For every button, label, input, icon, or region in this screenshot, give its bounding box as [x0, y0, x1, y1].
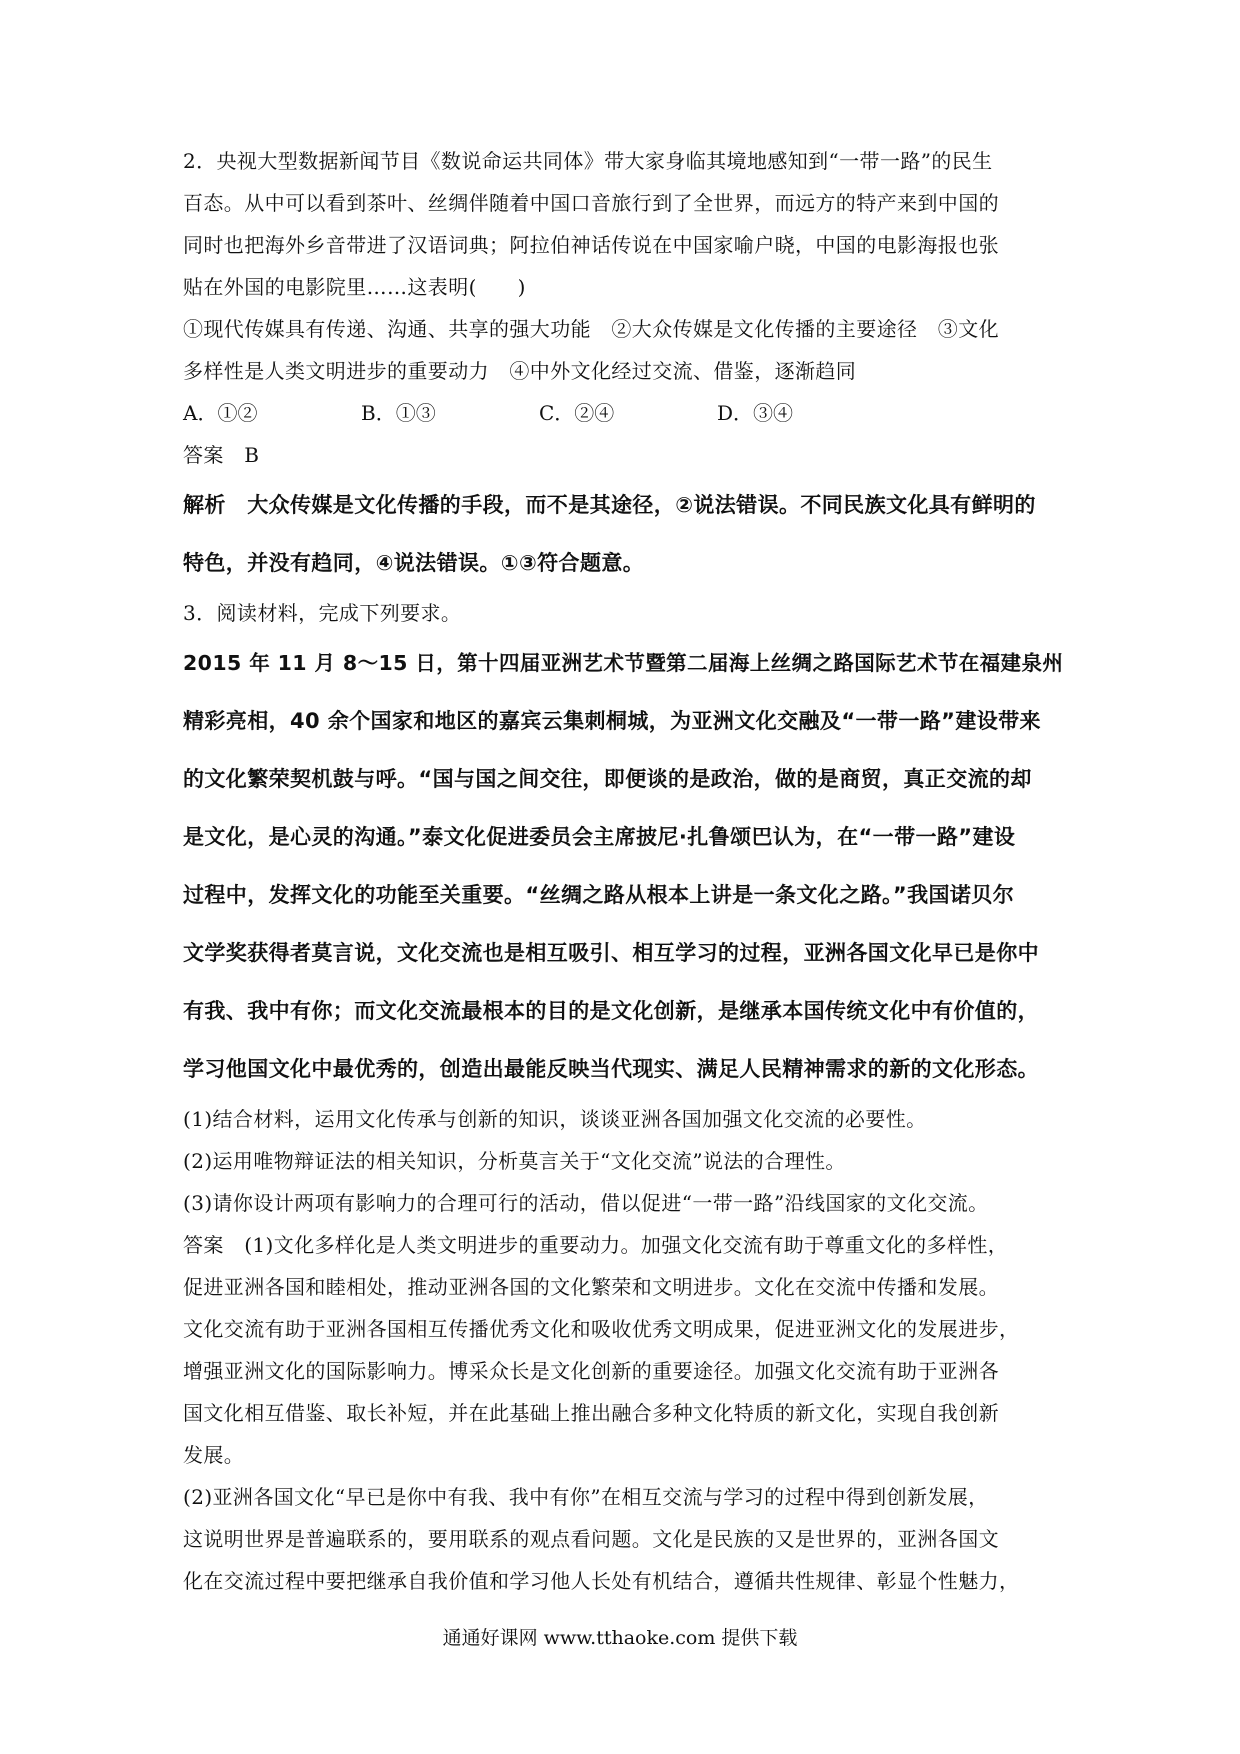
question-3-subquestion: (3)请你设计两项有影响力的合理可行的活动，借以促进“一带一路”沿线国家的文化交流。 — [183, 1191, 989, 1215]
question-3-answer-line: 增强亚洲文化的国际影响力。博采众长是文化创新的重要途径。加强文化交流有助于亚洲各 — [183, 1359, 999, 1383]
question-3-answer-line: 这说明世界是普遍联系的，要用联系的观点看问题。文化是民族的又是世界的，亚洲各国文 — [183, 1527, 999, 1551]
question-3 — [183, 592, 1063, 1602]
question-2-analysis-line: 特色，并没有趋同，④说法错误。①③符合题意。 — [183, 551, 645, 575]
question-2-stem-line: 百态。从中可以看到茶叶、丝绸伴随着中国口音旅行到了全世界，而远方的特产来到中国的 — [183, 191, 999, 215]
question-3-answer-line: 发展。 — [183, 1443, 245, 1467]
page-content — [183, 140, 1063, 1602]
question-3-answer-line: 国文化相互借鉴、取长补短，并在此基础上推出融合多种文化特质的新文化，实现自我创新 — [183, 1401, 999, 1425]
question-2-answer: 答案 B — [183, 443, 260, 467]
question-3-material-line: 是文化，是心灵的沟通。”泰文化促进委员会主席披尼·扎鲁颂巴认为，在“一带一路”建设 — [183, 825, 1016, 849]
option-b: B．①③ — [361, 401, 436, 425]
page-footer: 通通好课网 www.tthaoke.com 提供下载 — [442, 1627, 798, 1649]
question-2-stem-line: 2．央视大型数据新闻节目《数说命运共同体》带大家身临其境地感知到“一带一路”的民生 — [183, 149, 993, 173]
question-3-answer-line: 化在交流过程中要把继承自我价值和学习他人长处有机结合，遵循共性规律、彰显个性魅力， — [183, 1569, 1020, 1593]
question-3-answer-line: 答案 (1)文化多样化是人类文明进步的重要动力。加强文化交流有助于尊重文化的多样性， — [183, 1233, 1009, 1257]
question-3-material-line: 有我、我中有你；而文化交流最根本的目的是文化创新，是继承本国传统文化中有价值的， — [183, 999, 1039, 1023]
option-a: A．①② — [183, 401, 258, 425]
question-3-title: 3．阅读材料，完成下列要求。 — [183, 601, 462, 625]
question-3-answer-line: 文化交流有助于亚洲各国相互传播优秀文化和吸收优秀文明成果，促进亚洲文化的发展进步， — [183, 1317, 1020, 1341]
question-3-subquestion: (1)结合材料，运用文化传承与创新的知识，谈谈亚洲各国加强文化交流的必要性。 — [183, 1107, 927, 1131]
question-2-stem-line: 同时也把海外乡音带进了汉语词典；阿拉伯神话传说在中国家喻户晓，中国的电影海报也张 — [183, 233, 999, 257]
question-3-material-line: 的文化繁荣契机鼓与呼。“国与国之间交往，即便谈的是政治，做的是商贸，真正交流的却 — [183, 767, 1032, 791]
question-3-material-line: 过程中，发挥文化的功能至关重要。“丝绸之路从根本上讲是一条文化之路。”我国诺贝尔 — [183, 883, 1015, 907]
question-3-answer-line: (2)亚洲各国文化“早已是你中有我、我中有你”在相互交流与学习的过程中得到创新发展， — [183, 1485, 989, 1509]
question-2-statement-line: 多样性是人类文明进步的重要动力 ④中外文化经过交流、借鉴，逐渐趋同 — [183, 359, 857, 383]
option-d: D．③④ — [717, 401, 794, 425]
question-3-material-line: 学习他国文化中最优秀的，创造出最能反映当代现实、满足人民精神需求的新的文化形态。 — [183, 1057, 1039, 1081]
question-3-material-line: 精彩亮相，40 余个国家和地区的嘉宾云集刺桐城，为亚洲文化交融及“一带一路”建设带来 — [183, 709, 1041, 733]
option-c: C．②④ — [539, 401, 615, 425]
question-3-material-line: 文学奖获得者莫言说，文化交流也是相互吸引、相互学习的过程，亚洲各国文化早已是你中 — [183, 941, 1039, 965]
question-2-statement-line: ①现代传媒具有传递、沟通、共享的强大功能 ②大众传媒是文化传播的主要途径 ③文化 — [183, 317, 999, 341]
question-2-analysis-line: 解析 大众传媒是文化传播的手段，而不是其途径，②说法错误。不同民族文化具有鲜明的 — [183, 493, 1036, 517]
question-3-material-line: 2015 年 11 月 8～15 日，第十四届亚洲艺术节暨第二届海上丝绸之路国际艺术节在福建泉州 — [183, 651, 1064, 675]
question-3-subquestion: (2)运用唯物辩证法的相关知识，分析莫言关于“文化交流”说法的合理性。 — [183, 1149, 846, 1173]
question-2-options — [183, 392, 1063, 434]
question-2-stem-line: 贴在外国的电影院里……这表明( ) — [183, 275, 526, 299]
question-3-answer-line: 促进亚洲各国和睦相处，推动亚洲各国的文化繁荣和文明进步。文化在交流中传播和发展。 — [183, 1275, 999, 1299]
question-2 — [183, 140, 1063, 592]
